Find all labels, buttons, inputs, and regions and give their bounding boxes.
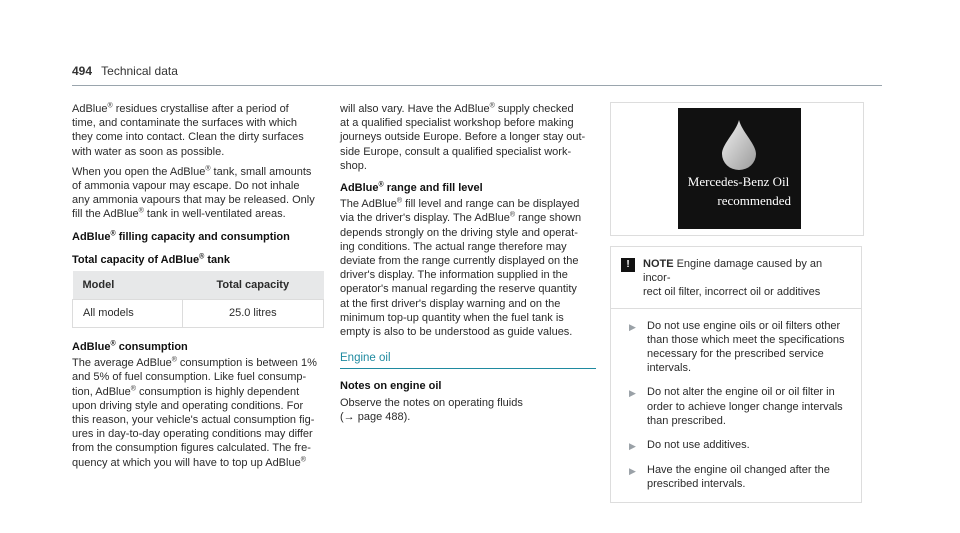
cell-capacity: 25.0 litres: [182, 300, 323, 328]
heading-range-fill-level: AdBlue® range and fill level: [340, 181, 483, 195]
note-header: [611, 247, 861, 309]
oil-logo-figure: [610, 102, 864, 236]
list-item-text: Do not use engine oils or oil filters other than those which meet the specifications necessary for the prescribed service intervals.: [647, 319, 845, 375]
page-header: [72, 64, 178, 78]
heading-filling-capacity: AdBlue® filling capacity and consumption: [72, 229, 290, 243]
bullet-arrow-icon: ▶: [629, 441, 636, 452]
section-divider: [340, 368, 596, 369]
list-item: [611, 428, 861, 453]
section-title: Technical data: [101, 64, 178, 78]
heading-notes-engine-oil: Notes on engine oil: [340, 380, 442, 393]
table-row: [73, 300, 324, 328]
heading-total-capacity: Total capacity of AdBlue® tank: [72, 253, 230, 266]
header-divider: [72, 85, 882, 86]
mercedes-oil-logo: [678, 108, 801, 229]
paragraph-consumption: The average AdBlue® consumption is between 1% and 5% of fuel consumption. Like fuel consump- tion, AdBlue® consumption is highly dependent upon driving style and operating conditions. For this reason, your vehicle's actual consumption fig- ures in day-to-day operating conditions may differ from the consumption figures calculated. The fre- quency at which you will have to top up AdBlue®: [72, 356, 317, 469]
cell-model: All models: [73, 300, 183, 328]
column-header-model: Model: [73, 271, 183, 300]
logo-text-recommended: recommended: [717, 193, 791, 208]
note-label: NOTE: [643, 258, 674, 270]
column-middle: [340, 102, 596, 430]
section-heading-engine-oil: Engine oil: [340, 352, 391, 365]
capacity-table: [72, 271, 324, 328]
list-item-text: Do not alter the engine oil or oil filter in order to achieve longer change intervals than prescribed.: [647, 386, 843, 427]
column-right: [610, 102, 864, 503]
logo-text-brand: Mercedes-Benz Oil: [687, 174, 790, 189]
list-item: [611, 453, 861, 501]
list-item: [611, 375, 861, 428]
bullet-arrow-icon: ▶: [629, 466, 636, 477]
list-item: [611, 309, 861, 376]
column-header-capacity: Total capacity: [182, 271, 323, 300]
list-item-text: Do not use additives.: [647, 439, 750, 452]
warning-icon: !: [621, 258, 635, 272]
note-text: NOTE Engine damage caused by an incor- rect oil filter, incorrect oil or additives: [643, 258, 823, 299]
paragraph-operating-fluids[interactable]: Observe the notes on operating fluids (→ page 488).: [340, 396, 523, 423]
page-number: 494: [72, 64, 93, 78]
paragraph-ammonia: When you open the AdBlue® tank, small amounts of ammonia vapour may escape. Do not inhale any ammonia vapours that may be released. Only fill the AdBlue® tank in well-ventilated areas.: [72, 165, 315, 221]
paragraph-range: The AdBlue® fill level and range can be displayed via the driver's display. The AdBlue® range shown depends strongly on the driving style and operat- ing conditions. The actual range therefore may deviate from the range currently displayed on the driver's display. The information supplied in the operator's manual regarding the reserve quantity at the first driver's display warning and on the minimum top-up quantity when the fuel tank is empty is also to be understood as guide values.: [340, 197, 582, 339]
bullet-arrow-icon: ▶: [629, 388, 636, 399]
list-item-text: Have the engine oil changed after the prescribed intervals.: [647, 464, 830, 491]
heading-consumption: AdBlue® consumption: [72, 340, 188, 354]
oil-drop-icon: [722, 120, 756, 170]
table-header-row: [73, 271, 324, 300]
column-left: [72, 102, 324, 476]
note-box: [610, 246, 862, 503]
paragraph-residues: AdBlue® residues crystallise after a period of time, and contaminate the surfaces with which they come into contact. Clean the dirty surfaces with water as soon as possible.: [72, 102, 304, 158]
bullet-arrow-icon: ▶: [629, 321, 636, 332]
paragraph-supply-check: will also vary. Have the AdBlue® supply checked at a qualified specialist workshop before making journeys outside Europe. Before a longer stay out- side Europe, consult a qualified specialist work- shop.: [340, 102, 586, 172]
